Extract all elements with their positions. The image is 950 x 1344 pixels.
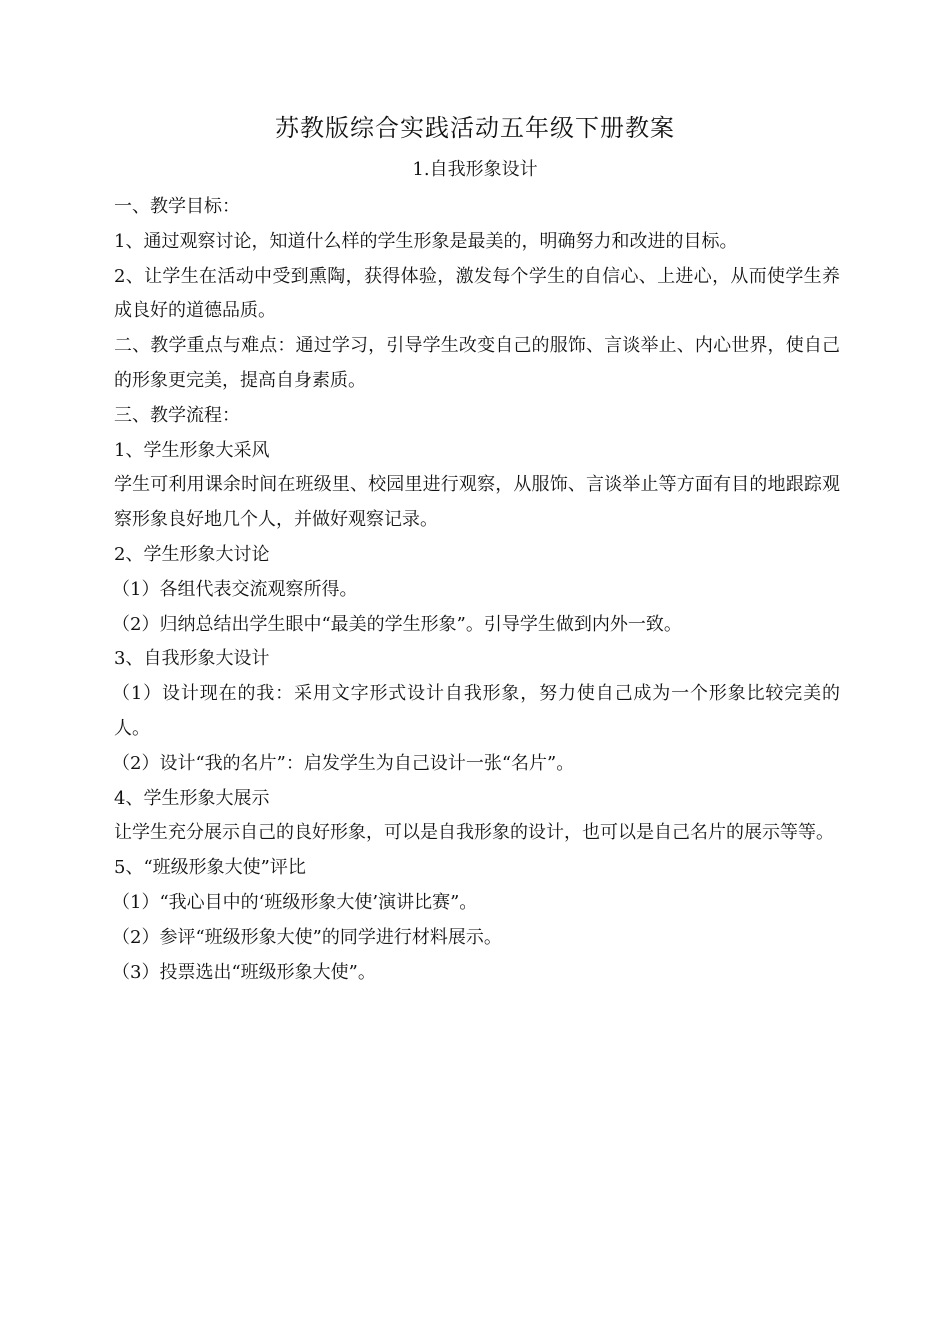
section-heading-objectives: 一、教学目标：: [114, 196, 240, 217]
step-5-item-3: （3）投票选出“班级形象大使”。: [112, 961, 376, 983]
step-4-text: 让学生充分展示自己的良好形象，可以是自我形象的设计，也可以是自己名片的展示等等。: [114, 822, 834, 844]
step-1-text: 学生可利用课余时间在班级里、校园里进行观察，从服饰、言谈举止等方面有目的地跟踪观察形象良好地几个人，并做好观察记录。: [114, 474, 840, 531]
step-3-item-2: （2）设计“我的名片”：启发学生为自己设计一张“名片”。: [112, 752, 575, 774]
lesson-title: 1.自我形象设计: [412, 159, 538, 180]
step-2-item-1: （1）各组代表交流观察所得。: [112, 578, 358, 600]
step-4-heading: 4、学生形象大展示: [114, 787, 270, 809]
section-key-points: 二、教学重点与难点：通过学习，引导学生改变自己的服饰、言谈举止、内心世界，使自己的形象更完美，提高自身素质。: [114, 335, 840, 391]
document-body: [114, 190, 840, 990]
section-heading-process: 三、教学流程：: [114, 404, 240, 426]
document-title: 苏教版综合实践活动五年级下册教案: [275, 114, 675, 142]
objective-2: 2、让学生在活动中受到熏陶，获得体验，激发每个学生的自信心、上进心，从而使学生养成良好的道德品质。: [114, 265, 840, 322]
step-3-heading: 3、自我形象大设计: [114, 648, 270, 670]
step-5-item-2: （2）参评“班级形象大使”的同学进行材料展示。: [112, 926, 502, 948]
step-5-heading: 5、“班级形象大使”评比: [114, 857, 306, 879]
step-3-item-1: （1）设计现在的我：采用文字形式设计自我形象，努力使自己成为一个形象比较完美的人。: [112, 683, 840, 739]
step-1-heading: 1、学生形象大采风: [114, 439, 270, 461]
step-5-item-1: （1）“我心目中的‘班级形象大使’演讲比赛”。: [112, 891, 478, 913]
objective-1: 1、通过观察讨论，知道什么样的学生形象是最美的，明确努力和改进的目标。: [114, 230, 738, 252]
step-2-item-2: （2）归纳总结出学生眼中“最美的学生形象”。引导学生做到内外一致。: [112, 613, 682, 635]
step-2-heading: 2、学生形象大讨论: [114, 543, 270, 565]
